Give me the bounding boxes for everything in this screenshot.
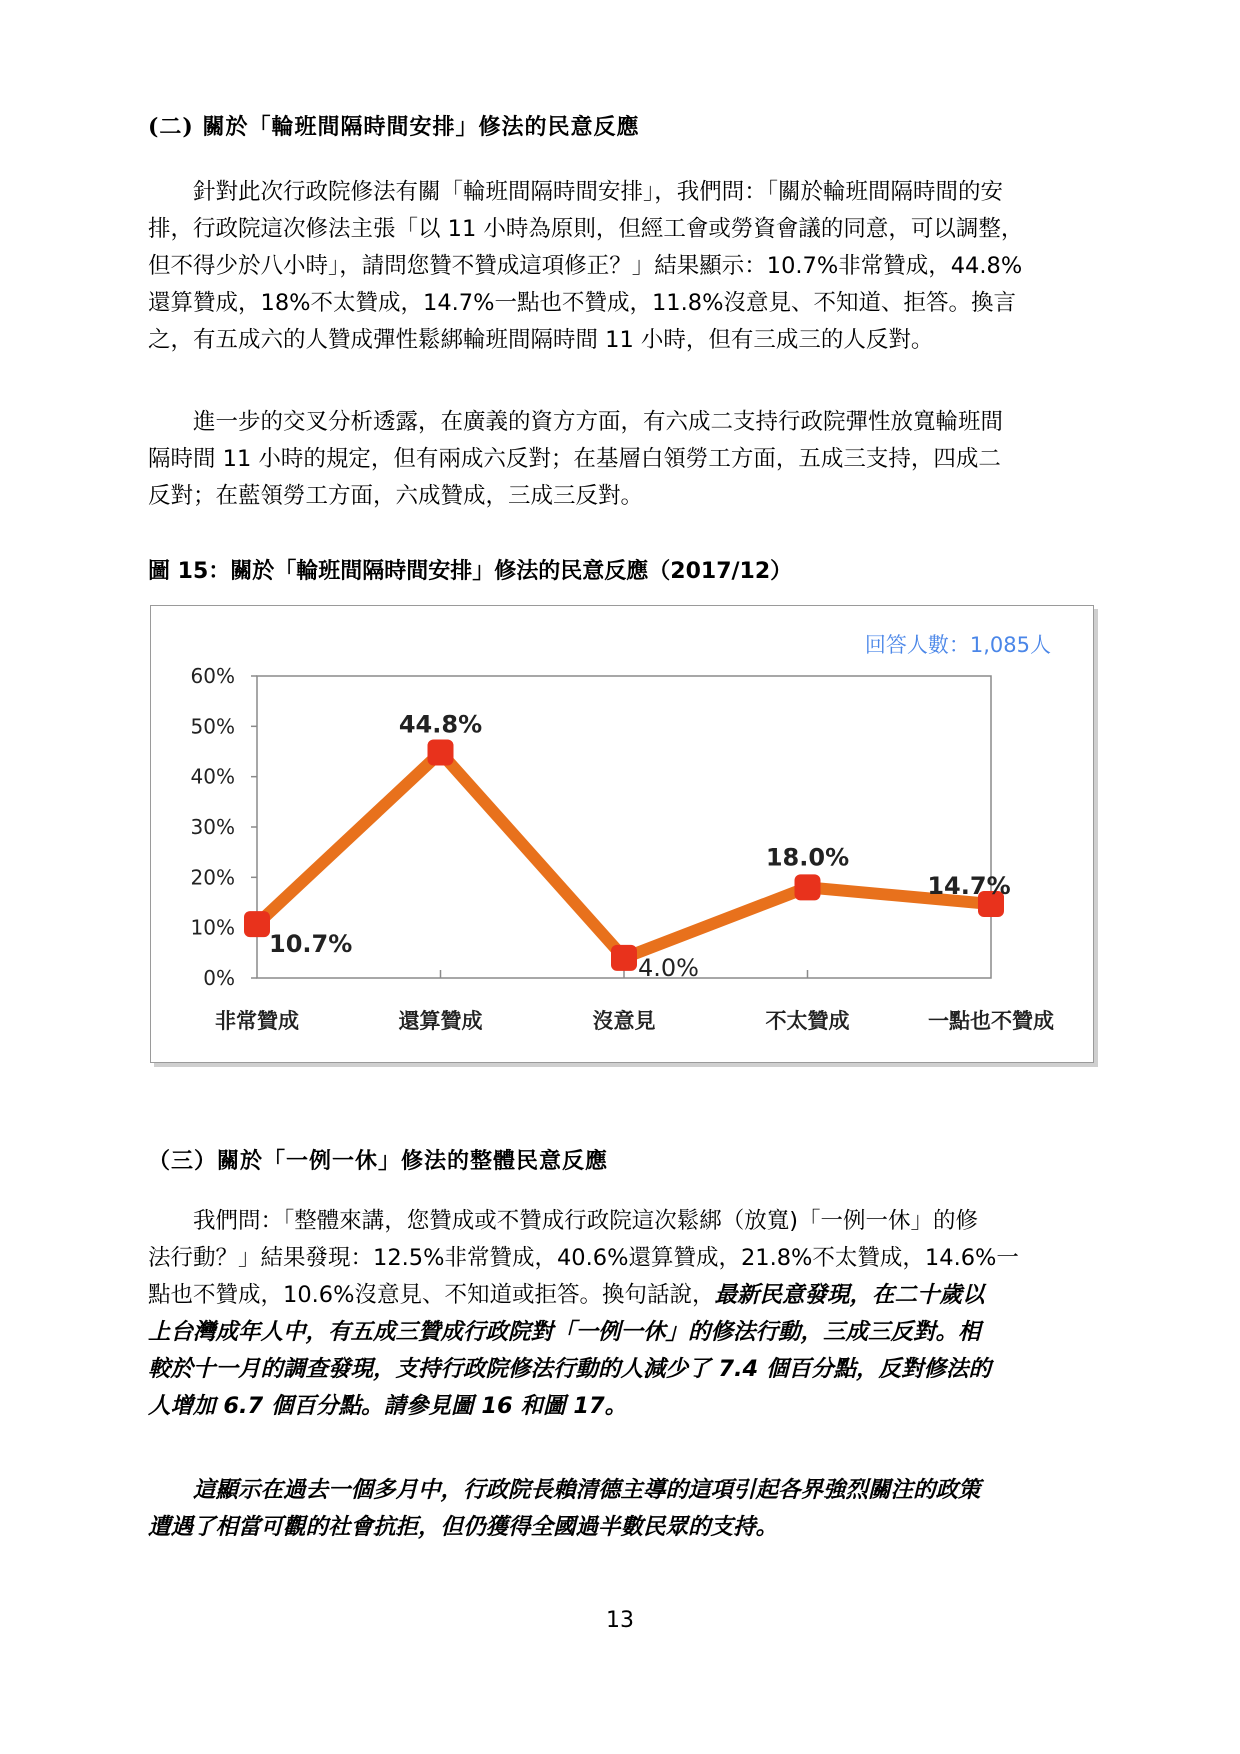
- y-tick-label: 30%: [190, 815, 235, 839]
- text-line: [148, 1314, 1093, 1351]
- text-emphasis: 最新民意發現，在二十歲以: [714, 1282, 985, 1308]
- chart-frame: [150, 605, 1094, 1063]
- text-line: [148, 1240, 1093, 1277]
- series-polyline: [257, 753, 991, 958]
- paragraph-one-fixed-one-flexible: [148, 1203, 1093, 1425]
- section-heading-3: （三）關於「一例一休」修法的整體民意反應: [148, 1148, 609, 1174]
- respondents-note: 回答人數：1,085人: [864, 633, 1051, 657]
- text-line: 但不得少於八小時」，請問您贊不贊成這項修正？」結果顯示：10.7%非常贊成，44.8%: [148, 253, 1023, 279]
- text-emphasis: 上台灣成年人中，有五成三贊成行政院對「一例一休」的修法行動，三成三反對。相: [148, 1319, 981, 1345]
- text-normal: 點也不贊成，10.6%沒意見、不知道或拒答。換句話說，: [148, 1282, 715, 1308]
- x-tick-label: 不太贊成: [765, 1009, 850, 1033]
- x-tick-label: 還算贊成: [398, 1009, 483, 1033]
- text-line: [148, 1277, 1093, 1314]
- text-line: 隔時間 11 小時的規定，但有兩成六反對；在基層白領勞工方面，五成三支持，四成二: [148, 446, 1001, 472]
- y-tick-label: 40%: [190, 764, 235, 789]
- text-line: [148, 1388, 1093, 1425]
- data-point: [428, 740, 454, 766]
- data-labels: [269, 711, 1011, 982]
- text-emphasis: 較於十一月的調查發現，支持行政院修法行動的人減少了 7.4 個百分點，反對修法的: [148, 1356, 992, 1382]
- data-point: [244, 911, 270, 937]
- y-tick-label: 0%: [203, 966, 235, 990]
- page-number: 13: [606, 1608, 634, 1633]
- x-axis: [215, 970, 1054, 1033]
- text-line: 排，行政院這次修法主張「以 11 小時為原則，但經工會或勞資會議的同意，可以調整，: [148, 216, 1024, 242]
- text-line: 之，有五成六的人贊成彈性鬆綁輪班間隔時間 11 小時，但有三成三的人反對。: [148, 327, 934, 353]
- paragraph-conclusion: [148, 1472, 1093, 1546]
- paragraph-cross-analysis: [148, 404, 1093, 515]
- y-tick-label: 20%: [190, 865, 235, 890]
- series-line: [244, 740, 1004, 971]
- text-line: 遭遇了相當可觀的社會抗拒，但仍獲得全國過半數民眾的支持。: [148, 1514, 779, 1540]
- text-line: 這顯示在過去一個多月中，行政院長賴清德主導的這項引起各界強烈關注的政策: [148, 1477, 981, 1503]
- data-label: 18.0%: [765, 843, 850, 872]
- section-heading-2: (二) 關於「輪班間隔時間安排」修法的民意反應: [148, 114, 640, 140]
- line-chart: [151, 606, 1095, 1064]
- data-label: 4.0%: [638, 953, 699, 982]
- text-line: 反對；在藍領勞工方面，六成贊成，三成三反對。: [148, 483, 644, 509]
- text-line: 針對此次行政院修法有關「輪班間隔時間安排」，我們問：「關於輪班間隔時間的安: [148, 179, 1004, 205]
- data-point: [611, 945, 637, 971]
- y-tick-label: 60%: [190, 664, 235, 688]
- x-tick-label: 非常贊成: [215, 1009, 299, 1033]
- data-label: 10.7%: [269, 930, 353, 959]
- y-tick-label: 10%: [190, 915, 235, 940]
- text-emphasis: 人增加 6.7 個百分點。請參見圖 16 和圖 17。: [148, 1393, 628, 1419]
- x-tick-label: 一點也不贊成: [928, 1009, 1054, 1033]
- text-line: 進一步的交叉分析透露，在廣義的資方方面，有六成二支持行政院彈性放寬輪班間: [148, 409, 1004, 435]
- text-normal: 我們問：「整體來講，您贊成或不贊成行政院這次鬆綁（放寬)「一例一休」的修: [148, 1208, 979, 1234]
- y-axis: [191, 664, 257, 990]
- text-line: 還算贊成，18%不太贊成，14.7%一點也不贊成，11.8%沒意見、不知道、拒答。換言: [148, 290, 1016, 316]
- text-line: [148, 1203, 1093, 1240]
- x-tick-label: 沒意見: [592, 1009, 656, 1033]
- data-label: 44.8%: [398, 710, 483, 739]
- text-line: [148, 1351, 1093, 1388]
- text-normal: 法行動？」結果發現：12.5%非常贊成，40.6%還算贊成，21.8%不太贊成，14.6%一: [148, 1245, 1019, 1271]
- paragraph-shift-interval-results: [148, 174, 1093, 359]
- data-label: 14.7%: [927, 872, 1011, 901]
- y-tick-label: 50%: [190, 714, 235, 739]
- data-point: [795, 874, 821, 900]
- figure-caption: 圖 15：關於「輪班間隔時間安排」修法的民意反應（2017/12）: [148, 559, 793, 584]
